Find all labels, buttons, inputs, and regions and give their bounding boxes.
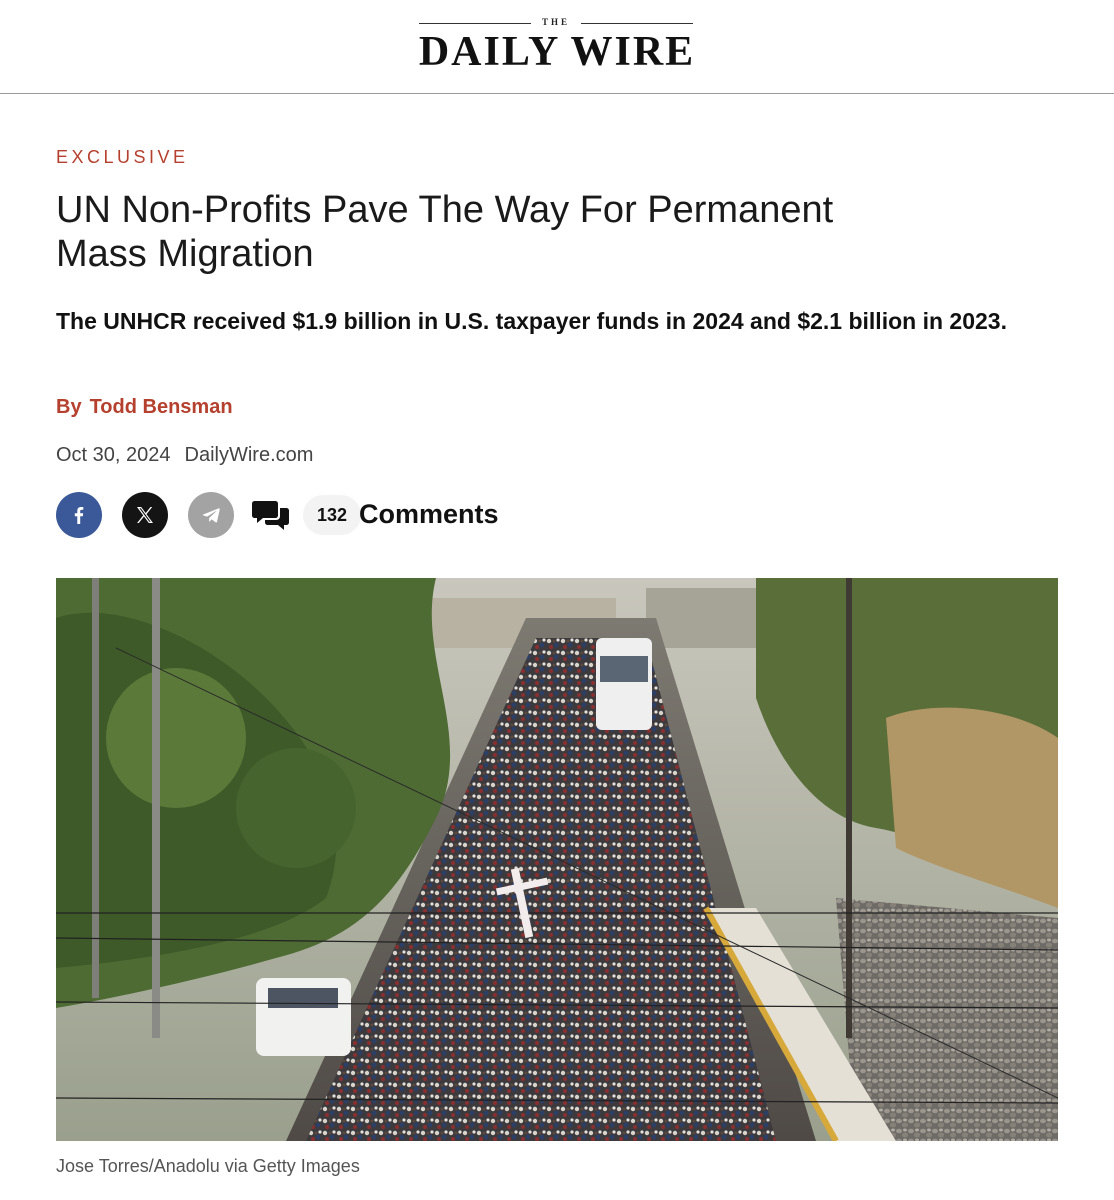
- headline-line-2: Mass Migration: [56, 233, 314, 275]
- photo-caption: Jose Torres/Anadolu via Getty Images: [56, 1156, 360, 1176]
- article-meta: [56, 444, 313, 467]
- comments-link[interactable]: Comments: [359, 499, 499, 529]
- x-icon: [135, 505, 155, 525]
- publish-date: Oct 30, 2024: [56, 444, 171, 466]
- article-kicker[interactable]: EXCLUSIVE: [56, 147, 189, 167]
- headline-line-1: UN Non-Profits Pave The Way For Permanent: [56, 189, 834, 231]
- byline: [56, 396, 233, 419]
- site-logo[interactable]: DAILY WIRE: [418, 29, 696, 75]
- article-dek: The UNHCR received $1.9 billion in U.S. taxpayer funds in 2024 and $2.1 billion in 2023.: [56, 308, 1007, 334]
- masthead-the: THE: [541, 17, 570, 27]
- site-masthead: [0, 0, 1114, 94]
- migrant-caravan-photo: [56, 578, 1058, 1141]
- article-source: DailyWire.com: [184, 444, 314, 466]
- article-hero-photo: [56, 578, 1058, 1141]
- comment-count-badge[interactable]: 132: [303, 495, 361, 535]
- masthead-rule-right: [581, 23, 693, 24]
- byline-by-label: By: [56, 396, 82, 418]
- telegram-icon: [200, 504, 222, 526]
- telegram-share-button[interactable]: [188, 492, 234, 538]
- facebook-share-button[interactable]: [56, 492, 102, 538]
- author-link[interactable]: Todd Bensman: [89, 396, 233, 418]
- facebook-icon: [68, 504, 90, 526]
- chat-bubbles-icon[interactable]: [251, 495, 291, 535]
- x-share-button[interactable]: [122, 492, 168, 538]
- article-headline: [56, 188, 956, 276]
